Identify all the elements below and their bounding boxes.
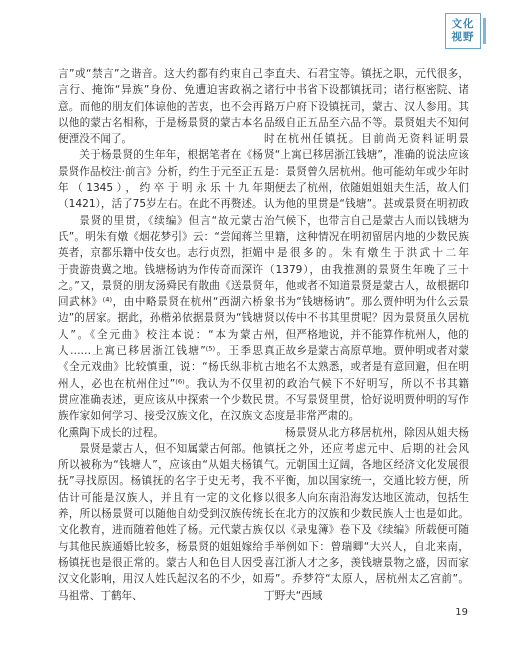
badge-line-2: 视野 bbox=[451, 31, 475, 43]
paragraph: 景贤是蒙古人，但不知属蒙古何部。他所以被称为“钱塘人”，应该由“从姐夫杨镇抚”寻找原因。杨镇抚的名字于史无考，我估计可能是汉族人，并且有一定的文化修养，所以杨景贤可以随他自幼受到汉族传统文化教育，进而随着他姓了杨。元代蒙古族与其他民族通婚比较多，杨景贤的姐姐嫁给杨镇抚也是很正常的。蒙古人和色目人因受汉文化影响，用汉人姓氏起汉名的不少，如马祖常、丁鹤年、 bbox=[58, 442, 263, 602]
right-text-column bbox=[264, 66, 469, 604]
section-badge bbox=[445, 13, 481, 49]
paragraph: 景贤的里贯，《续编》但言“故元蒙古氏”。明朱有燉《烟花梦引》云：“尝闻蒋兰英者，京都乐籍中伎女也。志行贞烈，拒媚于贵游贵冀之地。钱塘杨讷为作传奇而深许之。”又，景贤的朋友汤舜民有散曲《送景贤回武林》⁽⁴⁾，由中略景贤在杭州“西湖六桥边”的居家。据此，孙楷弟依据景贤为“钱塘人”。《全元曲》校注本说：“本为蒙古人……上寓已移居浙江钱塘”⁽⁵⁾。王季思《全元戏曲》比较慎重，说：“杨氏纵非杭州人，必也在杭州住过”⁽⁶⁾。我认为不仅里贯应准确表述，更应该从中探索一个少数民族作家如何学习、接受汉族文化，在汉族文化熏陶下成长的过程。 bbox=[58, 214, 263, 439]
page-number: 19 bbox=[455, 607, 468, 618]
paragraph: 李直夫、石君宝等。镇抚之职，元代很多，诸行中书省下设都镇抚司；诸行枢密院、诸路万户府下设镇抚司，蒙古、汉人参用。其品级自正五品至六品不等。景贤姐夫不知何时在杭州任镇抚。目前尚无资料证明景贤“上寓已移居浙江钱塘”，准确的说法应该是：景贤曾久居杭州。他可能幼年或少年时期便去了杭州，依随姐姐姐夫生活，故人们认为他的里贯是“钱塘”。甚或景贤在明初政治气候下，也带言自己是蒙古人而以钱塘为里籍，这种情况在明初留居内地的少数民族中是很多的。朱有燉生于洪武十二年（1379），由我推测的景贤生年晚了三十年，他或者不知道景贤是蒙古人，故根据印象书为“钱塘杨讷”。那么贾仲明为什么云景贤以传中不书其里贯呢？因为景贤虽久居杭州，但严格地说，并不能算作杭州人，他的真正故乡是蒙古高原草地。贾仲明或者对蒙古地名不太熟悉，或者是有意回避，但在明初的政治气候下不好明写，所以不书其籍贯。不写景贤里贯，恰好说明贾仲明的写作态度是非常严肃的。 bbox=[264, 68, 469, 423]
paragraph: 关于杨景贤的生年年，根据笔者在《杨景贤作品校注·前言》分析，约生于元至正五年（1345），约卒于明永乐十九年（1421），活了75岁左右。在此不再赘述。 bbox=[58, 149, 263, 211]
badge-line-1: 文化 bbox=[451, 18, 475, 30]
paragraph: 杨景贤从北方移居杭州，除因从姐夫杨镇抚之外，还应考虑元中、后期的社会风气。元朝国土辽阔，各地区经济文化发展很不平衡，加以国家统一，交通比较方便，所以很多人向东南沿海发达地区流动，包括生长在北方的汉族和少数民族人士也是如此。仅以《录鬼簿》卷下及《续编》所载便可随手举例如下：曾瑞卿“大兴人，自北来南，喜江浙人才之多，羡钱塘景物之盛，因而家焉”。乔梦符“太原人，居杭州太乙宫前”。丁野夫“西域 bbox=[264, 426, 469, 602]
left-text-column bbox=[58, 66, 263, 604]
badge-accent-bar bbox=[483, 18, 486, 44]
paragraph: 言”或“禁言”之谐音。这大约都有约束自己言行、掩饰“异族”身份、免遭迫害政祸之意。而他的朋友们体谅他的苦衷，也不会再以他的蒙古名相称，于是杨景贤的蒙古本名便湮没不闻了。 bbox=[58, 68, 263, 146]
